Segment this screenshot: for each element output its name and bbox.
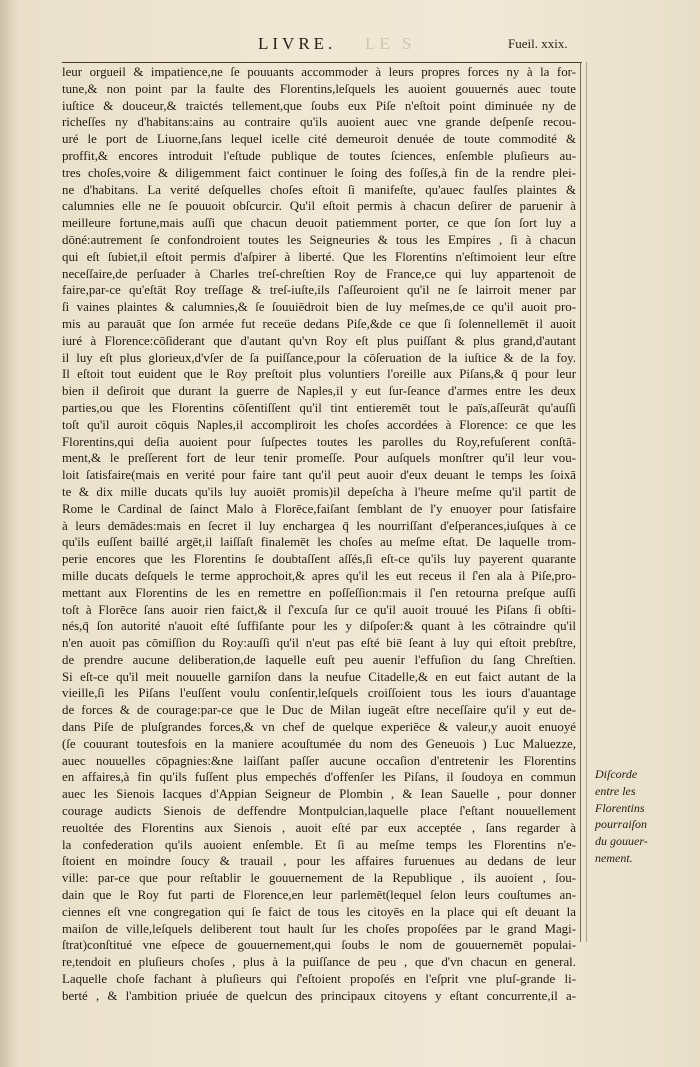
text-line: il luy eſt plus glorieux,d'vſer de ſa puiſſance,pour la cōſeruation de la iuſtice & de la foy. — [62, 350, 576, 365]
text-line: bien il deſiroit que durant la guerre de Naples,il y eut ſur-ſeance d'armes entre les deux — [62, 384, 576, 399]
text-line: (ſe couurant toutesfois en la maniere acouſtumée du nom des Geneuois ) Luc Maluezze, — [62, 736, 576, 751]
text-line: uré le port de Liuorne,ſans lequel icelle cité demeuroit denuée de toute commodité & — [62, 132, 576, 147]
text-line: calumnies elle ne ſe pouuoit obſcurcir. Qu'il eſtoit permis à chacun deſirer de paruenir à — [62, 199, 576, 214]
marginal-note-line: du gouuer- — [595, 834, 648, 849]
text-line: maiſon de ville,leſquels deliberent tout hault ſur les choſes propoſées par le grand Magi- — [62, 921, 576, 936]
body-text — [62, 64, 576, 1005]
text-line: toſt qu'il auroit cōquis Naples,il accompliroit les choſes accordées à Florence: ce que les — [62, 417, 576, 432]
text-line: n'en auoit pas cōmiſſion du Roy:auſſi qu'il n'eut pas eſté biē ſeant à luy qui eſtoit prebſtre, — [62, 636, 576, 651]
text-line: auec les Sienois Iacques d'Appian Seigneur de Plombin , & Iean Sauelle , pour donner — [62, 787, 576, 802]
text-line: meilleure fortune,mais auſſi que chacun deuoit patiemment porter, ce que ſon ſort luy a — [62, 216, 576, 231]
text-line: reuoltée des Florentins aux Sienois , auoit eſté par eux acceptée , ſans regarder à — [62, 820, 576, 835]
text-line: ſtoient en moindre ſoucy & trauail , pour les affaires furuenues au dedans de leur — [62, 854, 576, 869]
text-line: proffit,& encores introduit l'eſtude publique de toutes ſciences, enſemble pluſieurs au- — [62, 148, 576, 163]
text-line: de prendre aucune deliberation,de laquelle euſt peu auenir l'effuſion du ſang Chreſtien. — [62, 652, 576, 667]
text-line: ciennes eſt vne congregation qui ſe faict de tous les citoyēs en la place qui eſt deuant la — [62, 904, 576, 919]
text-line: Rome le Cardinal de ſainct Malo à Florēce,faiſant ſemblant de l'y enuoyer pour ſatisfaire — [62, 501, 576, 516]
text-line: perie encores que les Florentins ſe doubtaſſent aſſés,ſi eſt-ce qu'ils luy payerent quarante — [62, 552, 576, 567]
marginal-note-line: pourraiſon — [595, 817, 648, 832]
text-line: Laquelle choſe fachant à pluſieurs qui ſ'eſtoient propoſés en l'eſprit vne pluſ-grande li- — [62, 972, 576, 987]
text-line: ment,& le preſſerent fort de leur tenir promeſſe. Pour auſquels monſtrer qu'il leur vou- — [62, 451, 576, 466]
text-line: parties,ou que les Florentins cōſentiſſent qu'il tint entieremēt tout le païs,aſſeurāt qu'auſſi — [62, 400, 576, 415]
marginal-note — [595, 766, 695, 867]
margin-rule — [580, 62, 581, 942]
marginal-note-line: nement. — [595, 850, 633, 865]
text-line: qu'ils euſſent baillé argēt,il laiſſaſt finalemēt les choſes au meſme eſtat. De laquelle trom- — [62, 535, 576, 550]
text-line: ville: par-ce que pour reſtablir le gouuernement de la Republique , ils auoient , ſou- — [62, 871, 576, 886]
text-line: Florentins,qui deſia auoient pour ſuſpectes toutes les parolles du Roy,refuſerent conſtā- — [62, 434, 576, 449]
text-line: neceſſaire,de perſuader à Charles treſ-chreſtien Roy de France,ce qui luy appartenoit de — [62, 266, 576, 281]
text-line: loit ſatisfaire(mais en verité pour faire tant qu'il peut auoir d'eux deuant le temps les ſoixā — [62, 468, 576, 483]
text-line: qui eſt ſubiet,il eſtoit permis d'aſpirer à liberté. Que les Florentins n'eſtimoient leur eſtre — [62, 249, 576, 264]
text-line: Si eſt-ce qu'il meit nouuelle garniſon dans la neufue Citadelle,& en eut faict autant de la — [62, 669, 576, 684]
text-line: mis au parauāt que ſon armée fut receüe dedans Piſe,&de ce que ſi ſolennellemēt il auoit — [62, 316, 576, 331]
text-line: ſi vaines plaintes & calumnies,& ſe ſouuiēdroit bien de luy meſmes,de ce qu'il auoit pro- — [62, 300, 576, 315]
marginal-note-line: entre les — [595, 783, 636, 798]
gutter-shadow — [0, 0, 18, 1067]
text-line: Il eſtoit tout euident que le Roy preſtoit plus voluntiers l'oreille aux Piſans,& q̄ pour leur — [62, 367, 576, 382]
text-line: mille ducats deſquels le terme approchoit,& apres qu'il les eut receus il ſ'en ala à Piſe,pro- — [62, 568, 576, 583]
running-head — [0, 30, 700, 56]
text-line: iuré à Florence:cōſiderant que d'autant qu'vn Roy eſt plus puiſſant & plus grand,d'autant — [62, 333, 576, 348]
text-line: auec nouuelles cōpagnies:&ne laiſſant paſſer aucune occaſion d'entretenir les Florentins — [62, 753, 576, 768]
text-line: courage audicts Sienois de deffendre Montpulcian,laquelle place ſ'eſtant nouuellement — [62, 804, 576, 819]
text-line: iuſtice & douceur,& traictés tellement,que ſoubs eux Piſe n'eſtoit point diminuée ny de — [62, 98, 576, 113]
text-line: vieille,ſi les Piſans l'euſſent voulu conſentir,leſquels croiſſoient tous les iours d'auantage — [62, 686, 576, 701]
text-line: ne d'habitans. La verité deſquelles choſes eſtoit ſi manifeſte, qu'auec faulſes plaintes & — [62, 182, 576, 197]
text-line: leur orgueil & impatience,ne ſe pouuants accommoder à leurs propres forces ny à la for- — [62, 65, 576, 79]
text-line: richeſſes ny d'habitans:ains au contraire qu'ils auoient auec vne grande deſpenſe recou- — [62, 115, 576, 130]
page-title: LIVRE. — [258, 34, 337, 53]
marginal-note-line: Diſcorde — [595, 767, 638, 781]
text-line: dain que le Roy fut parti de Florence,en leur parlemēt(lequel ſelon leurs couſtumes an- — [62, 888, 576, 903]
text-line: à leurs demādes:mais en ſecret il luy enchargea q̄ les nourriſſant d'eſperances,iuſques à ce — [62, 518, 576, 533]
text-line: nés,q̄ ſon autorité n'auoit eſté ſuffiſante pour les y diſpoſer:& quant à les cōtraindre qu'il — [62, 619, 576, 634]
text-line: toſt à Florēce ſans auoir rien faict,& il ſ'excuſa ſur ce qu'il auoit trouué les Piſans ſi obſti- — [62, 602, 576, 617]
folio-number: Fueil. xxix. — [508, 36, 568, 51]
text-line: te & dix mille ducats qu'ils luy auoiēt promis)il depeſcha à l'heure meſme qu'il partit de — [62, 484, 576, 499]
marginal-note-line: Florentins — [595, 800, 645, 815]
text-line: de forces & de courage:par-ce que le Duc de Milan iugeāt eſtre neceſſaire qu'il y eut de- — [62, 703, 576, 718]
text-line: re,tendoit en pluſieurs choſes , plus à la puiſſance de peu , que d'vn chacun en general. — [62, 955, 576, 970]
text-line: tres choſes,voire & diligemment faict continuer le ſoing des foſſes,à fin de la rendre plei- — [62, 165, 576, 180]
text-line: dans Piſe de pluſgrandes forces,& vn chef de quelque experiēce & valeur,y auoit enuoyé — [62, 720, 576, 735]
top-rule — [62, 62, 582, 63]
text-line: en affaires,à fin qu'ils fuſſent plus empechés d'offenſer les Piſans, il ſoudoya en commun — [62, 770, 576, 785]
text-line: tune,& non point par la faulte des Florentins,leſquels les auoient gouuernés auec toute — [62, 81, 576, 96]
text-line: dōné:autrement ſe confondroient toutes les Seigneuries & tous les Empires , ſi à chacun — [62, 232, 576, 247]
text-line: mettant aux Florentins de les en remettre en poſſeſſion:mais il ſ'en retourna preſque auſſi — [62, 585, 576, 600]
text-line: faire,par-ce qu'eſtāt Roy treſſage & treſ-iuſte,ils ſ'aſſeuroient qu'il ne ſe lairroit mener par — [62, 283, 576, 298]
bleed-through-text: LE S — [365, 34, 416, 53]
text-line: la confederation qu'ils auoient enſemble. Et ſi au meſme temps les Florentins n'e- — [62, 837, 576, 852]
text-line: berté , & l'ambition priuée de quelcun des principaux citoyens y eſtant concurrente,il a- — [62, 988, 576, 1003]
margin-rule-outer — [586, 62, 587, 942]
text-line: ſtrat)conſtitué vne eſpece de gouuernement,qui ſoubs le nom de gouuernemēt populai- — [62, 938, 576, 953]
